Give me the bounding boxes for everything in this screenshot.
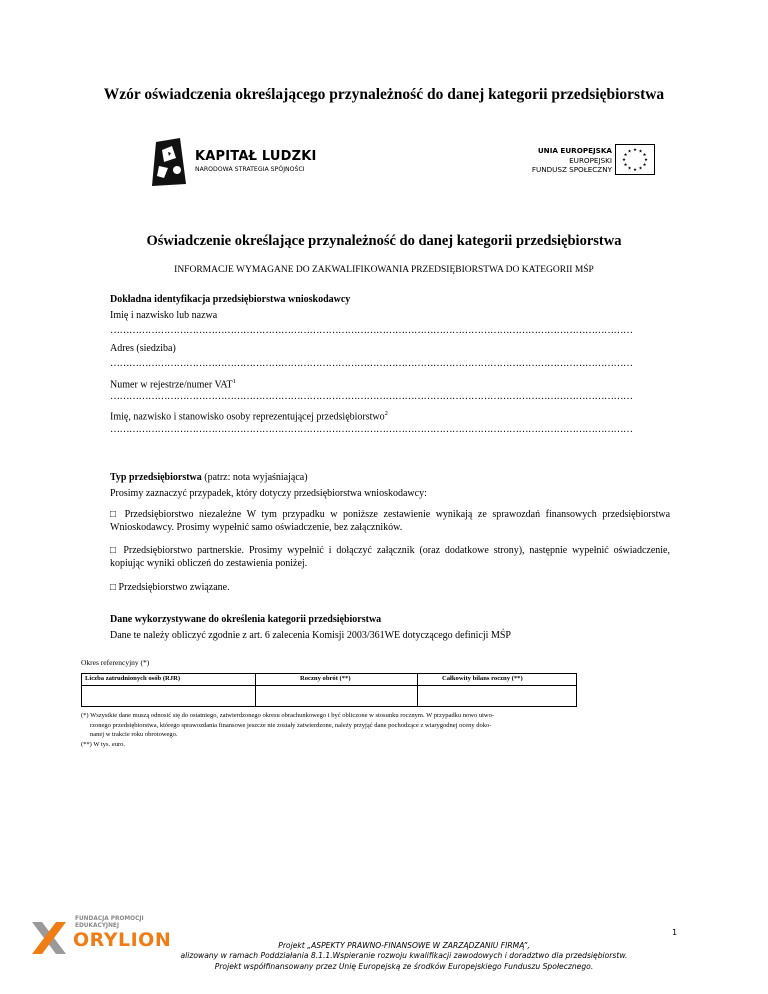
orylion-line-1: FUNDACJA PROMOCJI — [75, 916, 144, 922]
footnote-line: (*) Wszystkie dane muszą odnosić się do ostatniego, zatwierdzonego okresu obrachunkowego i być obliczone w stosunku rocznym. W przypadku nowo utwo- — [81, 712, 495, 719]
name-label: Imię i nazwisko lub nazwa — [110, 310, 218, 321]
page-number: 1 — [672, 928, 678, 937]
footnote-line: nanej w trakcie roku obrotowego. — [90, 731, 178, 738]
svg-text:★: ★ — [632, 168, 638, 173]
representative-label-text: Imię, nazwisko i stanowisko osoby reprezentującej przedsiębiorstwo — [110, 411, 385, 423]
representative-label — [110, 407, 670, 423]
svg-text:★: ★ — [627, 166, 632, 172]
svg-text:★: ★ — [642, 153, 647, 158]
footnote-line: rzonego przedsiębiorstwa, którego sprawozdania finansowe jeszcze nie zostały zatwierdzone, należy przyjąć dane pochodzące z wiarygodnej oceny doko- — [90, 721, 492, 729]
employees-cell[interactable] — [83, 686, 254, 706]
footnote-ref-2: 2 — [384, 410, 388, 417]
vat-field[interactable]: ………………………………………………………………………………………………………………………………………………… — [110, 391, 633, 402]
balance-cell[interactable] — [418, 686, 576, 706]
svg-text:★: ★ — [638, 166, 643, 172]
footnote-currency: (**) W tys. euro. — [81, 741, 125, 748]
option-checkbox[interactable]: □ — [110, 509, 120, 520]
svg-text:★: ★ — [642, 163, 647, 168]
footer-line-1: Projekt „ASPEKTY PRAWNO-FINANSOWE W ZARZĄDZANIU FIRMĄ”, — [278, 941, 530, 950]
option-partner-text: Przedsiębiorstwo partnerskie. Prosimy wypełnić i dołączyć załącznik (oraz dodatkowe strony), następnie wypełnić oświadczenie, kopiując wyniki obliczeń do zestawienia poniżej. — [110, 545, 670, 569]
option-linked-text: Przedsiębiorstwo związane. — [118, 582, 230, 593]
data-text: Dane te należy obliczyć zgodnie z art. 6 zalecenia Komisji 2003/361WE dotyczącego definicji MŚP — [110, 630, 511, 641]
svg-text:★: ★ — [623, 163, 628, 168]
type-instruction: Prosimy zaznaczyć przypadek, który dotyczy przedsiębiorstwa wnioskodawcy: — [110, 488, 427, 499]
eu-line-2: EUROPEJSKI — [569, 155, 612, 165]
reference-table — [81, 673, 577, 707]
option-checkbox[interactable]: □ — [110, 582, 117, 593]
document-title: Wzór oświadczenia określającego przynależność do danej kategorii przedsiębiorstwa — [103, 86, 665, 103]
footnote-ref-1: 1 — [232, 378, 236, 385]
footer-line-3: Projekt współfinansowany przez Unię Europejską ze środków Europejskiego Funduszu Społecznego. — [214, 962, 594, 971]
orylion-name: ORYLION — [73, 929, 172, 951]
option-partner[interactable] — [110, 544, 670, 570]
eu-flag-icon — [615, 144, 655, 175]
address-label: Adres (siedziba) — [110, 343, 176, 354]
eu-line-3: FUNDUSZ SPOŁECZNY — [531, 165, 612, 174]
option-checkbox[interactable]: □ — [110, 545, 119, 556]
data-heading: Dane wykorzystywane do określenia kategorii przedsiębiorstwa — [110, 614, 382, 625]
address-field[interactable]: ………………………………………………………………………………………………………………………………………………… — [110, 358, 633, 369]
column-header-balance: Całkowity bilans roczny (**) — [442, 675, 523, 682]
orylion-line-2: EDUKACYJNEJ — [75, 923, 120, 929]
kapital-ludzki-emblem-icon — [150, 138, 190, 188]
eu-logo-text — [500, 146, 612, 175]
kapital-ludzki-subtitle: NARODOWA STRATEGIA SPÓJNOŚCI — [195, 166, 305, 173]
turnover-cell[interactable] — [256, 686, 416, 706]
option-independent[interactable] — [110, 508, 670, 534]
column-header-turnover: Roczny obrót (**) — [300, 675, 351, 682]
footer-line-2: alizowany w ramach Poddziałania 8.1.1.Wspieranie rozwoju kwalifikacji zawodowych i doradztwo dla przedsiębiorstw. — [180, 951, 628, 960]
svg-text:★: ★ — [621, 158, 627, 163]
type-heading — [110, 471, 670, 484]
name-field[interactable]: ………………………………………………………………………………………………………………………………………………… — [110, 325, 633, 336]
type-heading-note: (patrz: nota wyjaśniająca) — [204, 472, 308, 483]
option-linked[interactable] — [110, 581, 670, 594]
svg-text:★: ★ — [623, 153, 628, 158]
footnote-reference-period — [81, 711, 579, 740]
svg-text:★: ★ — [627, 149, 632, 155]
representative-field[interactable]: ………………………………………………………………………………………………………………………………………………… — [110, 424, 633, 435]
type-heading-text: Typ przedsiębiorstwa — [110, 472, 202, 483]
option-independent-text: Przedsiębiorstwo niezależne W tym przypadku w poniższe zestawienie wynikają ze sprawozdań finansowych przedsiębiorstwa Wnioskodawcy. Prosimy wypełnić samo oświadczenie, bez załączników. — [110, 509, 671, 533]
kapital-ludzki-logo — [150, 138, 330, 188]
orylion-mark-icon — [28, 918, 70, 960]
kapital-ludzki-name: KAPITAŁ LUDZKI — [195, 149, 317, 164]
eu-line-1: UNIA EUROPEJSKA — [537, 146, 612, 155]
declaration-subtitle: INFORMACJE WYMAGANE DO ZAKWALIFIKOWANIA PRZEDSIĘBIORSTWA DO KATEGORII MŚP — [174, 265, 594, 275]
reference-period-label: Okres referencyjny (*) — [81, 658, 150, 667]
declaration-title: Oświadczenie określające przynależność do danej kategorii przedsiębiorstwa — [146, 233, 622, 249]
column-header-employees: Liczba zatrudnionych osób (RJR) — [85, 675, 181, 682]
vat-label — [110, 375, 670, 391]
svg-text:★: ★ — [638, 149, 643, 155]
svg-text:★: ★ — [643, 158, 649, 163]
svg-text:★: ★ — [632, 148, 638, 153]
vat-label-text: Numer w rejestrze/numer VAT — [110, 379, 233, 391]
identification-heading: Dokładna identyfikacja przedsiębiorstwa wnioskodawcy — [110, 294, 351, 305]
